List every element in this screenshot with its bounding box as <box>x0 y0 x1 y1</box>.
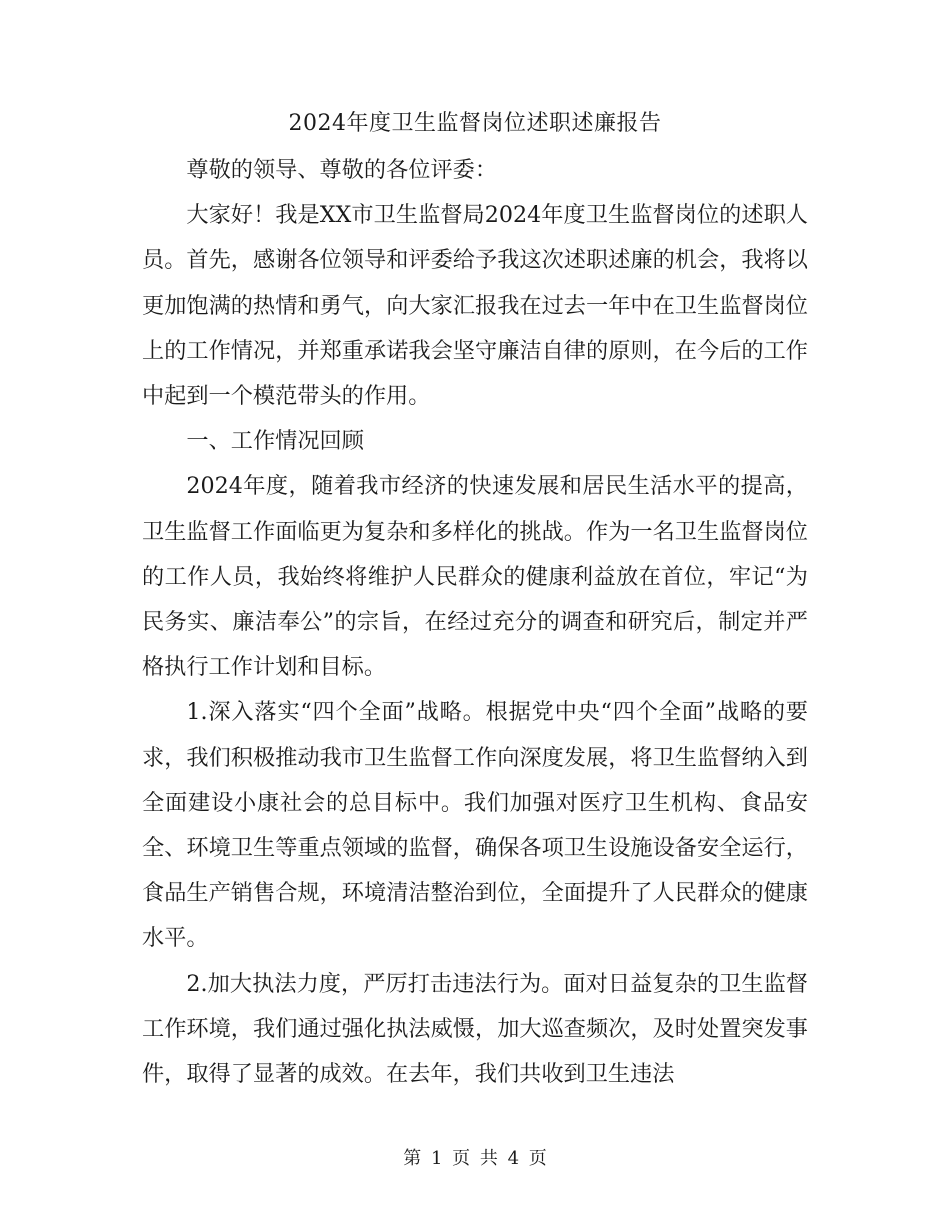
page-footer: 第 1 页 共 4 页 <box>403 1148 547 1169</box>
document-title: 2024年度卫生监督岗位述职述廉报告 <box>288 111 662 136</box>
document-body <box>142 148 808 1097</box>
salutation: 尊敬的领导、尊敬的各位评委： <box>186 157 498 183</box>
section-heading: 一、工作情况回顾 <box>186 428 364 455</box>
item-1-paragraph: 1.深入落实“四个全面”战略。根据党中央“四个全面”战略的要求，我们积极推动我市卫生监督工作向深度发展，将卫生监督纳入到全面建设小康社会的总目标中。我们加强对医疗卫生机构、食品安全、环境卫生等重点领域的监督，确保各项卫生设施设备安全运行，食品生产销售合规，环境清洁整治到位，全面提升了人民群众的健康水平。 <box>142 699 808 952</box>
item-2-paragraph: 2.加大执法力度，严厉打击违法行为。面对日益复杂的卫生监督工作环境，我们通过强化执法威慑，加大巡查频次，及时处置突发事件，取得了显著的成效。在去年，我们共收到卫生违法 <box>142 970 808 1088</box>
review-paragraph: 2024年度，随着我市经济的快速发展和居民生活水平的提高，卫生监督工作面临更为复杂和多样化的挑战。作为一名卫生监督岗位的工作人员，我始终将维护人民群众的健康利益放在首位，牢记“为民务实、廉洁奉公”的宗旨，在经过充分的调查和研究后，制定并严格执行工作计划和目标。 <box>142 473 808 681</box>
intro-paragraph: 大家好！我是XX市卫生监督局2024年度卫生监督岗位的述职人员。首先，感谢各位领导和评委给予我这次述职述廉的机会，我将以更加饱满的热情和勇气，向大家汇报我在过去一年中在卫生监督岗位上的工作情况，并郑重承诺我会坚守廉洁自律的原则，在今后的工作中起到一个模范带头的作用。 <box>142 202 808 410</box>
